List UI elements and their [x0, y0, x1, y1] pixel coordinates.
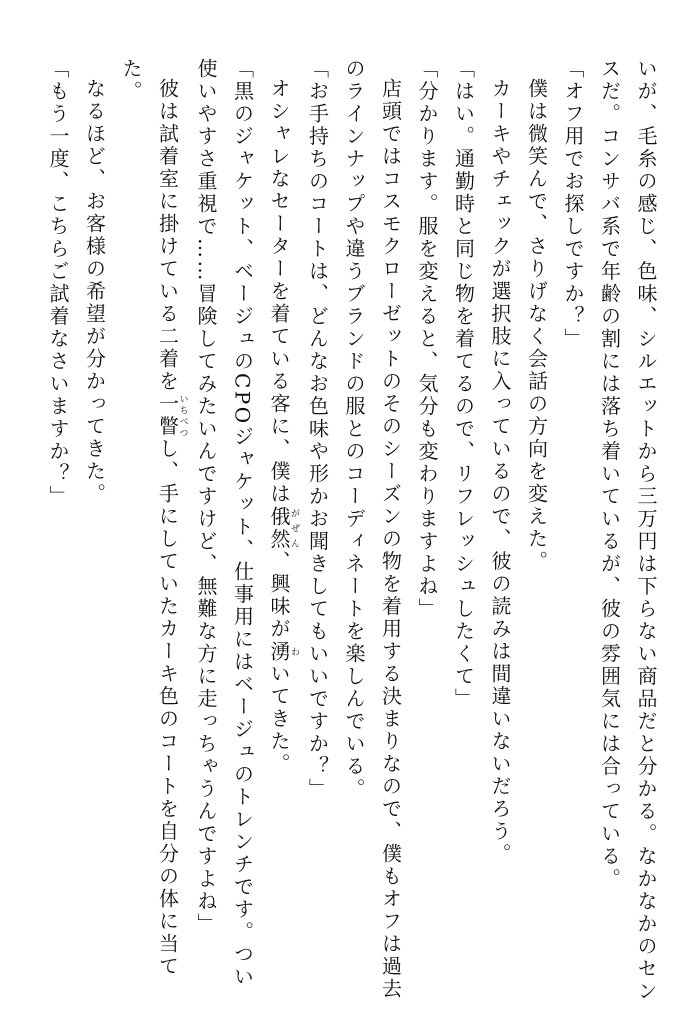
text-line-14 [149, 58, 188, 978]
text-line-11-a: オシャレなセーターを着ている客に、僕は [267, 78, 291, 506]
ruby-waite: 湧わ [267, 640, 299, 663]
ruby-gazen-reading: がぜん [289, 505, 299, 551]
text-line-11-c: いてきた。 [267, 663, 291, 776]
text-line-8: 店頭ではコスモクローゼットのそのシーズンの物を着用する決まりなので、僕もオフは過去 [378, 78, 403, 1001]
text-line-11-b: 、興味が [267, 550, 291, 641]
text-line-13: 使いやすさ重視で……冒険してみたいんですけど、無難な方に走っちゃうんですよね」 [194, 58, 218, 936]
text-line-15: た。 [119, 58, 143, 103]
text-line-16: なるほど、お客様の希望が分かってきた。 [82, 78, 107, 506]
vertical-text-body [40, 58, 665, 1003]
text-line-6: 「はい。通勤時と同じ物を着てるので、リフレッシュしたくて」 [451, 58, 476, 711]
ruby-ichibetsu-reading: いちべつ [177, 393, 188, 438]
ruby-ichibetsu: 一瞥いちべつ [155, 393, 188, 438]
ruby-waite-reading: わ [289, 640, 299, 663]
text-line-5: カーキやチェックが選択肢に入っているので、彼の読みは間違いないだろう。 [488, 78, 512, 866]
text-line-7: 「分かります。服を変えると、気分も変わりますよね」 [415, 58, 439, 621]
text-line-10: 「お手持ちのコートは、どんなお色味や形かお聞きしてもいいですか？」 [305, 58, 330, 801]
text-line-1: いが、毛糸の感じ、色味、シルエットから三万円は下らない商品だと分かる。なかなかのセン [634, 58, 658, 1003]
ruby-gazen: 俄然がぜん [267, 505, 299, 551]
text-line-2: スだ。コンサバ系で年齢の割には落ち着いているが、彼の雰囲気には合っている。 [597, 58, 622, 891]
text-line-14-a: 彼は試着室に掛けている二着を [155, 78, 180, 393]
text-line-14-b: し、手にしていたカーキ色のコートを自分の体に当て [155, 438, 180, 978]
text-line-9: のラインナップや違うブランドの服とのコーディネートを楽しんでいる。 [342, 58, 366, 801]
text-line-12: 「黒のジャケット、ベージュのCPOジャケット、仕事用にはベージュのトレンチです。つい [230, 58, 255, 989]
text-line-17: 「もう一度、こちらご試着なさいますか？」 [46, 58, 70, 508]
text-line-3: 「オフ用でお探しですか？」 [561, 58, 585, 351]
text-line-11 [261, 58, 300, 963]
text-line-4: 僕は微笑んで、さりげなく会話の方向を変えた。 [524, 78, 549, 573]
